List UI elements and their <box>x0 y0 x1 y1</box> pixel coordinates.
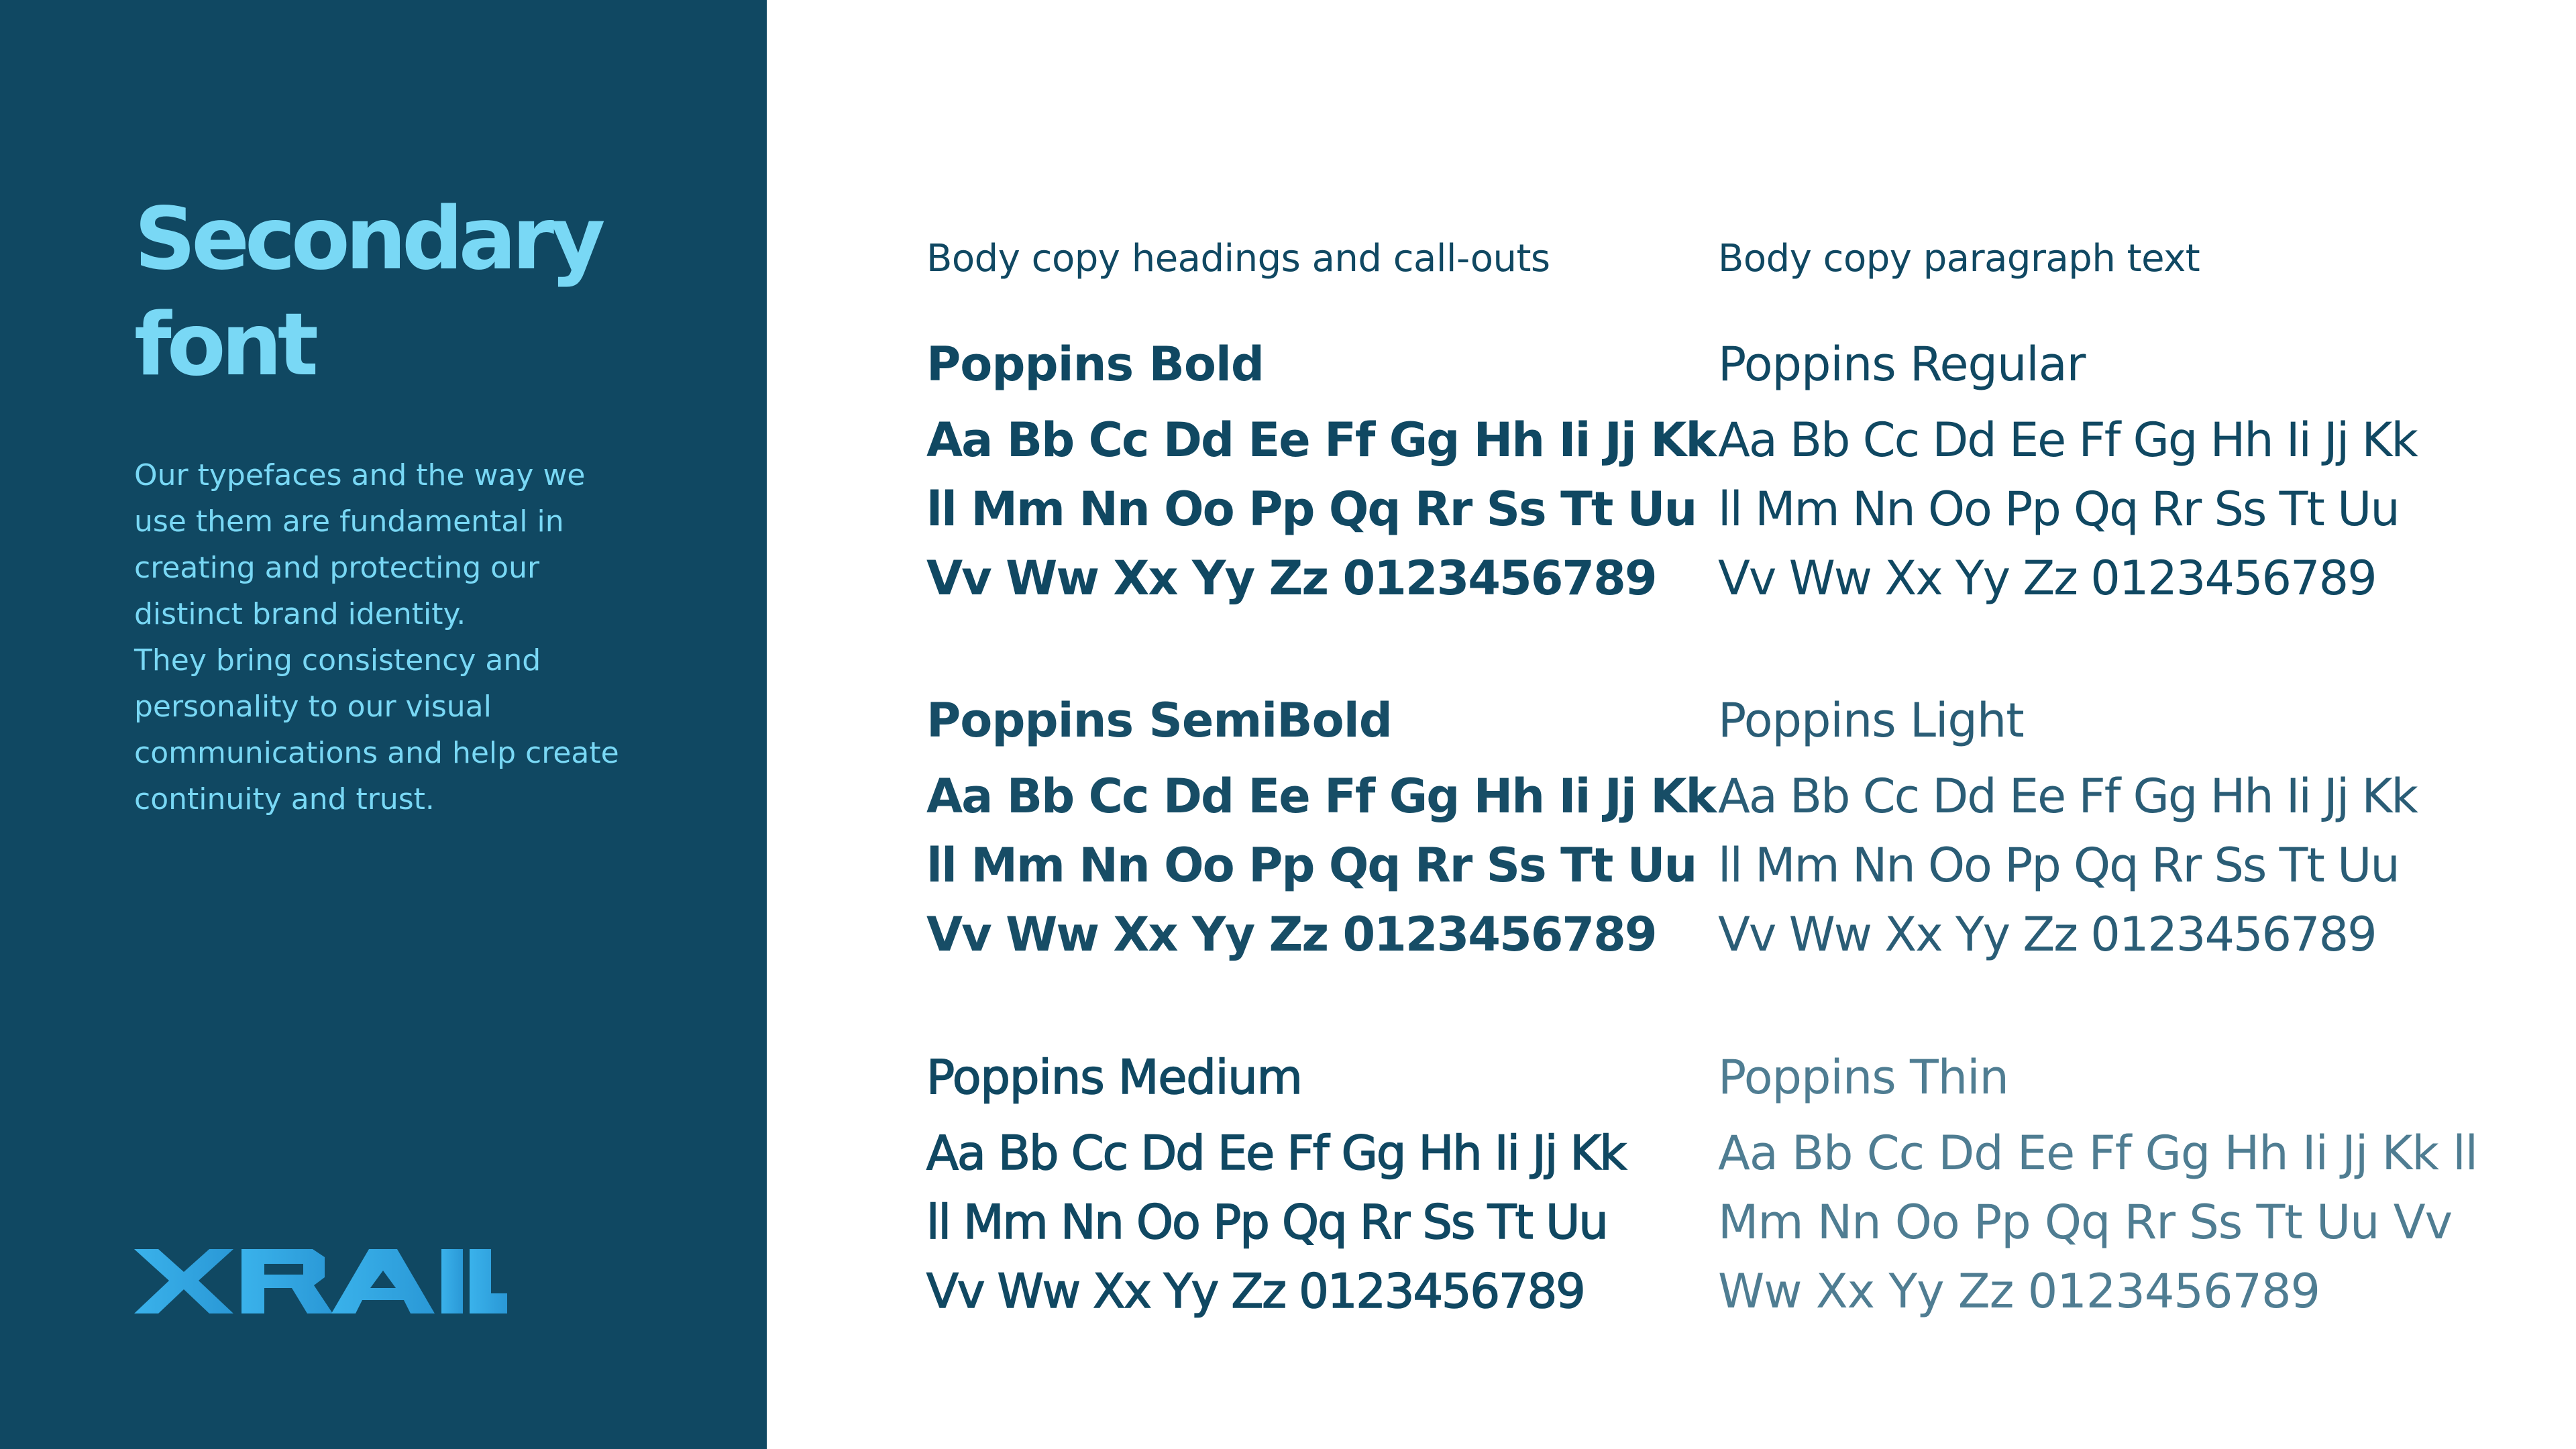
glyph-line: Aa Bb Cc Dd Ee Ff Gg Hh Ii Jj Kk <box>926 769 1716 824</box>
glyph-line: Vv Ww Xx Yy Zz 0123456789 <box>926 551 1656 606</box>
glyph-line: Aa Bb Cc Dd Ee Ff Gg Hh Ii Jj Kk <box>1718 413 2417 468</box>
font-sample-semibold <box>926 694 1715 969</box>
description-line: creating and protecting our <box>134 551 540 585</box>
glyph-line: ll Mm Nn Oo Pp Qq Rr Ss Tt Uu <box>926 838 1697 893</box>
glyph-lines <box>1718 1119 2477 1326</box>
description-line: continuity and trust. <box>134 782 435 816</box>
font-sample-bold <box>926 337 1715 613</box>
glyph-line: ll Mm Nn Oo Pp Qq Rr Ss Tt Uu <box>1718 482 2399 537</box>
page-title <box>134 186 601 398</box>
brand-sidebar <box>0 0 767 1449</box>
font-sample-name: Poppins Bold <box>926 337 1265 392</box>
font-description <box>134 452 684 822</box>
page-title-line: Secondary <box>134 189 601 289</box>
font-sample-light <box>1718 694 2417 969</box>
font-sample-name: Poppins Thin <box>1718 1050 2008 1105</box>
glyph-lines <box>926 406 1715 613</box>
description-line: communications and help create <box>134 736 619 770</box>
glyph-line: Aa Bb Cc Dd Ee Ff Gg Hh Ii Jj Kk ll <box>1718 1126 2478 1181</box>
font-sample-name: Poppins SemiBold <box>926 693 1392 748</box>
glyph-line: ll Mm Nn Oo Pp Qq Rr Ss Tt Uu <box>1718 838 2399 893</box>
glyph-line: Vv Ww Xx Yy Zz 0123456789 <box>1718 551 2376 606</box>
glyph-line: Vv Ww Xx Yy Zz 0123456789 <box>926 907 1656 962</box>
column-heading-headings: Body copy headings and call-outs <box>926 237 1550 280</box>
font-sample-medium <box>926 1051 1625 1326</box>
glyph-line: Aa Bb Cc Dd Ee Ff Gg Hh Ii Jj Kk <box>926 1126 1625 1181</box>
page-title-line: font <box>134 295 314 395</box>
glyph-line: Mm Nn Oo Pp Qq Rr Ss Tt Uu Vv <box>1718 1195 2453 1250</box>
glyph-line: Ww Xx Yy Zz 0123456789 <box>1718 1264 2320 1319</box>
glyph-lines <box>1718 406 2417 613</box>
glyph-lines <box>926 1119 1625 1326</box>
description-line: personality to our visual <box>134 690 492 724</box>
font-sample-thin <box>1718 1051 2477 1326</box>
font-sample-name: Poppins Medium <box>926 1050 1302 1105</box>
description-line: Our typefaces and the way we <box>134 458 586 492</box>
xrail-logo <box>134 1249 507 1313</box>
glyph-lines <box>926 762 1715 969</box>
description-line: use them are fundamental in <box>134 504 564 539</box>
glyph-line: ll Mm Nn Oo Pp Qq Rr Ss Tt Uu <box>926 1195 1607 1250</box>
glyph-line: Aa Bb Cc Dd Ee Ff Gg Hh Ii Jj Kk <box>926 413 1716 468</box>
glyph-line: ll Mm Nn Oo Pp Qq Rr Ss Tt Uu <box>926 482 1697 537</box>
font-sample-name: Poppins Regular <box>1718 337 2086 392</box>
description-line: They bring consistency and <box>134 643 541 678</box>
font-sample-regular <box>1718 337 2417 613</box>
font-sample-name: Poppins Light <box>1718 693 2024 748</box>
description-line: distinct brand identity. <box>134 597 466 631</box>
glyph-line: Aa Bb Cc Dd Ee Ff Gg Hh Ii Jj Kk <box>1718 769 2417 824</box>
glyph-lines <box>1718 762 2417 969</box>
glyph-line: Vv Ww Xx Yy Zz 0123456789 <box>1718 907 2376 962</box>
glyph-line: Vv Ww Xx Yy Zz 0123456789 <box>926 1264 1585 1319</box>
column-heading-paragraph: Body copy paragraph text <box>1718 237 2200 280</box>
